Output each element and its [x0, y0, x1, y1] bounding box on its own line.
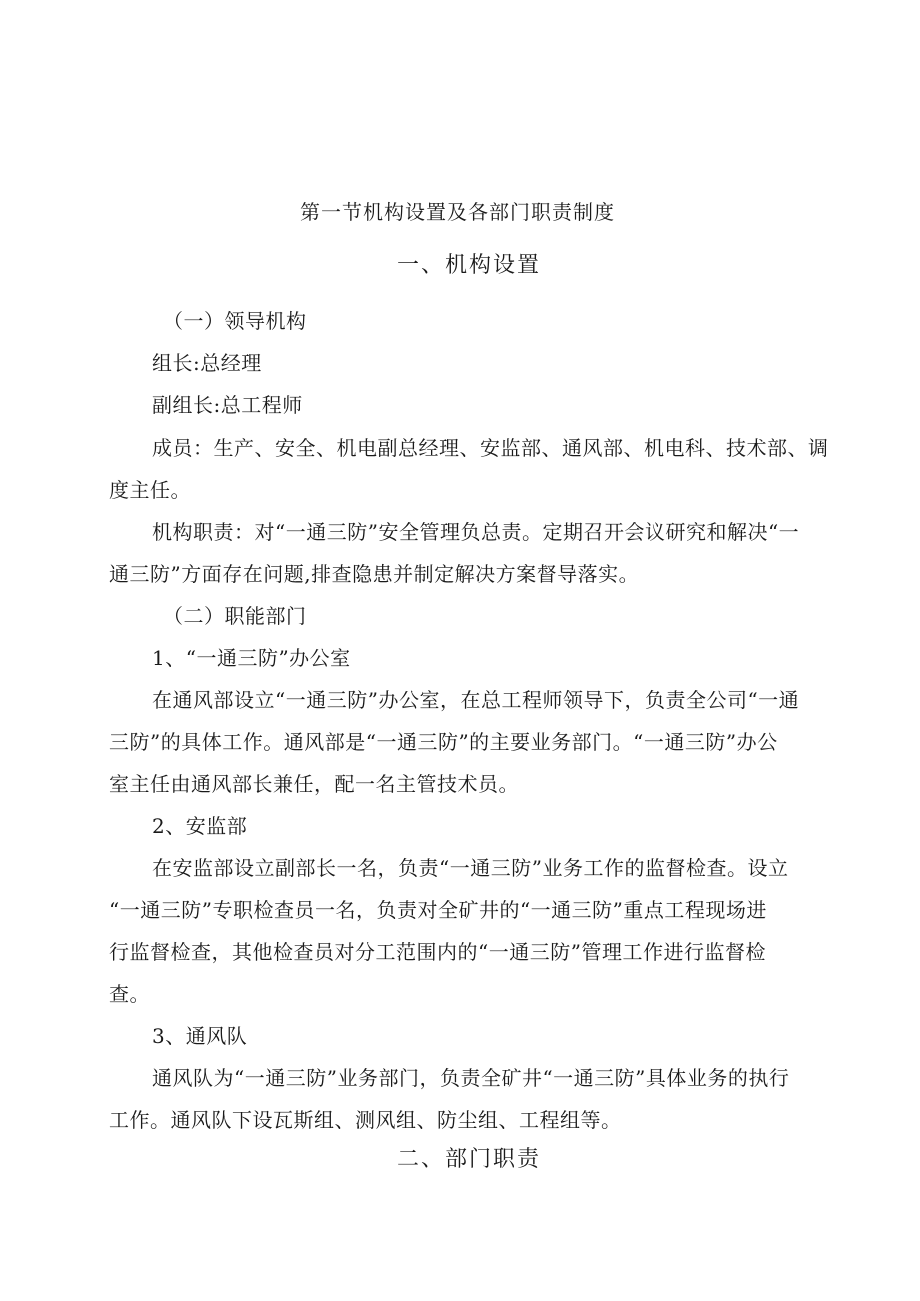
item1-line3: 室主任由通风部长兼任，配一名主管技术员。: [109, 772, 519, 796]
item3-title: 3、通风队: [152, 1024, 248, 1048]
item2-title: 2、安监部: [152, 814, 248, 838]
text-members-line2: 度主任。: [109, 478, 191, 502]
text-duty-line2: 通三防”方面存在问题,排查隐患并制定解决方案督导落实。: [109, 562, 640, 586]
item1-line2: 三防”的具体工作。通风部是“一通三防”的主要业务部门。“一通三防”办公: [109, 730, 778, 754]
subheading-functional: （二）职能部门: [163, 604, 307, 628]
item2-line2: “一通三防”专职检查员一名，负责对全矿井的“一通三防”重点工程现场进: [109, 898, 767, 922]
text-leader: 组长:总经理: [152, 351, 262, 375]
text-deputy-leader: 副组长:总工程师: [152, 393, 303, 417]
section-heading-organization: 一、机构设置: [397, 253, 542, 278]
item2-line1: 在安监部设立副部长一名，负责“一通三防”业务工作的监督检查。设立: [152, 856, 789, 880]
text-members-line1: 成员：生产、安全、机电副总经理、安监部、通风部、机电科、技术部、调: [152, 436, 829, 460]
item2-line4: 查。: [109, 982, 150, 1006]
item1-line1: 在通风部设立“一通三防”办公室，在总工程师领导下，负责全公司“一通: [152, 688, 800, 712]
item2-line3: 行监督检查，其他检查员对分工范围内的“一通三防”管理工作进行监督检: [109, 940, 766, 964]
subheading-leadership: （一）领导机构: [163, 309, 307, 333]
item3-line1: 通风队为“一通三防”业务部门，负责全矿井“一通三防”具体业务的执行: [152, 1066, 790, 1090]
section-heading-duties: 二、部门职责: [397, 1147, 542, 1172]
document-title: 第一节机构设置及各部门职责制度: [300, 200, 615, 224]
item3-line2: 工作。通风队下设瓦斯组、测风组、防尘组、工程组等。: [109, 1108, 622, 1132]
item1-title: 1、“一通三防”办公室: [152, 646, 351, 670]
text-duty-line1: 机构职责：对“一通三防”安全管理负总责。定期召开会议研究和解决“一: [152, 520, 800, 544]
